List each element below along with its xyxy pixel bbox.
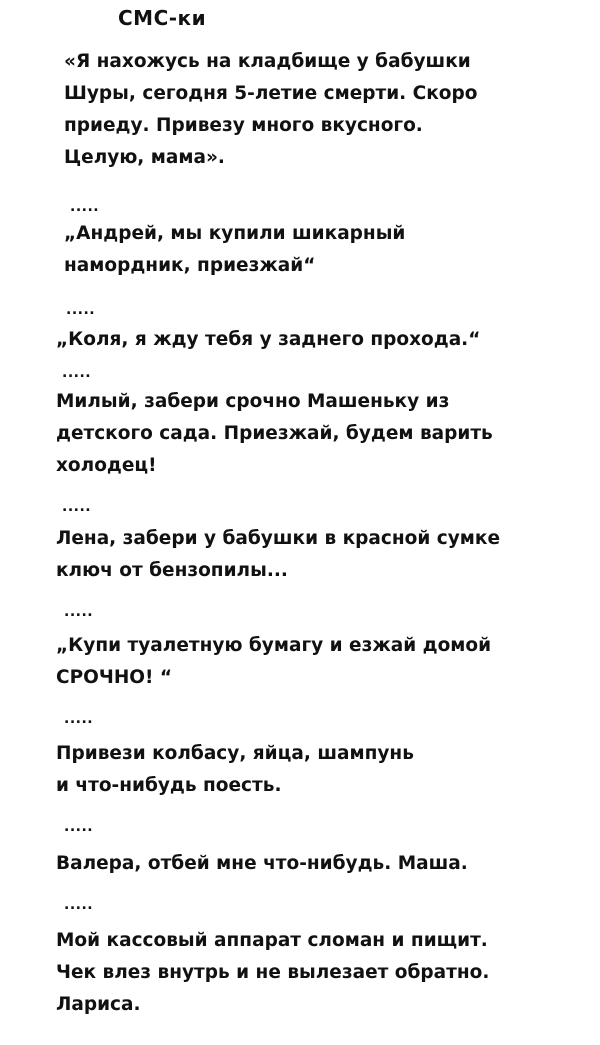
- separator: .....: [66, 302, 96, 318]
- separator: .....: [70, 199, 100, 215]
- message-line: СРОЧНО! “: [56, 667, 173, 688]
- sms-message-3: [56, 324, 480, 356]
- separator: .....: [64, 711, 94, 727]
- sms-message-8: [56, 848, 468, 880]
- sms-message-2: [64, 218, 405, 282]
- message-line: приеду. Привезу много вкусного.: [64, 115, 423, 136]
- separator: .....: [64, 604, 94, 620]
- sms-message-1: [64, 46, 477, 174]
- message-line: Шуры, сегодня 5-летие смерти. Скоро: [64, 83, 478, 104]
- message-line: холодец!: [56, 455, 157, 476]
- message-line: „Андрей, мы купили шикарный: [64, 223, 406, 244]
- separator: .....: [62, 499, 92, 515]
- separator: .....: [64, 897, 94, 913]
- sms-message-5: [56, 523, 500, 587]
- message-line: Валера, отбей мне что-нибудь. Маша.: [56, 853, 468, 874]
- sms-message-4: [56, 386, 493, 482]
- message-line: намордник, приезжай“: [64, 255, 316, 276]
- sms-message-7: [56, 738, 414, 802]
- message-line: и что-нибудь поесть.: [56, 775, 282, 796]
- page-title: СМС-ки: [118, 6, 207, 30]
- sms-message-9: [56, 925, 489, 1021]
- message-line: Чек влез внутрь и не вылезает обратно.: [56, 962, 490, 983]
- sms-message-6: [56, 630, 491, 694]
- message-line: „Коля, я жду тебя у заднего прохода.“: [56, 329, 481, 350]
- message-line: Лариса.: [56, 994, 141, 1015]
- message-line: «Я нахожусь на кладбище у бабушки: [64, 51, 471, 72]
- message-line: Мой кассовый аппарат сломан и пищит.: [56, 930, 488, 951]
- message-line: детского сада. Приезжай, будем варить: [56, 423, 493, 444]
- separator: .....: [64, 819, 94, 835]
- message-line: Целую, мама».: [64, 147, 225, 168]
- message-line: ключ от бензопилы...: [56, 560, 288, 581]
- message-line: „Купи туалетную бумагу и езжай домой: [56, 635, 492, 656]
- message-line: Милый, забери срочно Машеньку из: [56, 391, 450, 412]
- message-line: Привези колбасу, яйца, шампунь: [56, 743, 414, 764]
- separator: .....: [62, 365, 92, 381]
- message-line: Лена, забери у бабушки в красной сумке: [56, 528, 501, 549]
